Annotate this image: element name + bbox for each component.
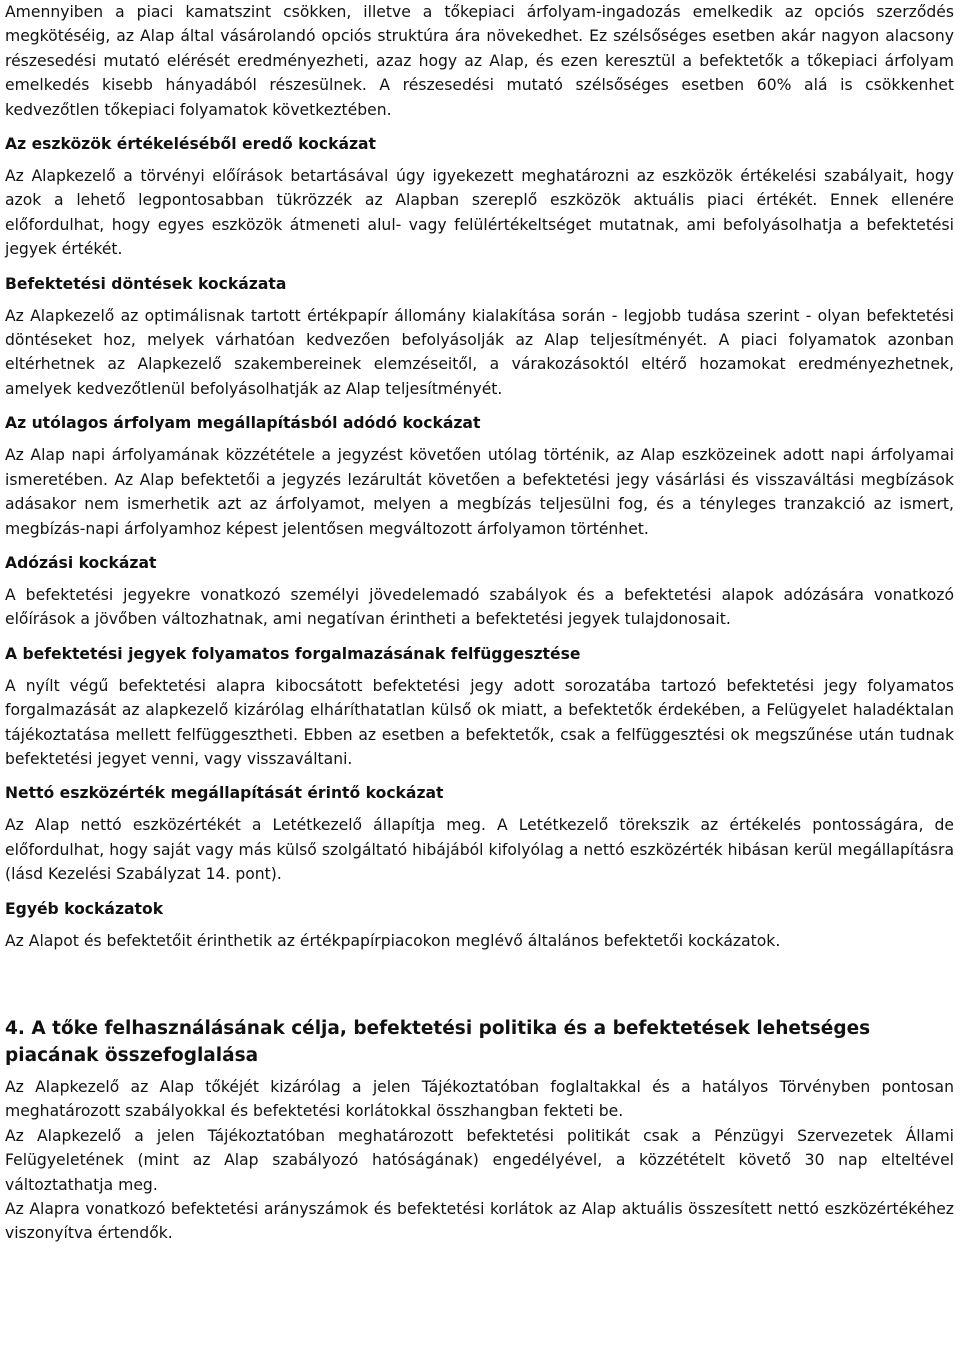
section-heading-other-risks: Egyéb kockázatok bbox=[5, 899, 164, 918]
section-paragraph-investment-decision-risk: Az Alapkezelő az optimálisnak tartott értékpapír állomány kialakítása során - legjobb tudása szerint - olyan befektetési döntéseket hoz, melyek várhatóan kedvezően befolyásolják az Alap teljesítményét. A piaci folyamatok azonban eltérhetnek az Alapkezelő szakembereinek elemzéseitől, a várakozásoktól eltérő hozamokat eredményezhetnek, amelyek kedvezőtlenül befolyásolhatják az Alap teljesítményét. bbox=[5, 306, 954, 398]
section-paragraph-nav-risk: Az Alap nettó eszközértékét a Letétkezelő állapítja meg. A Letétkezelő törekszik az értékelés pontosságára, de előfordulhat, hogy saját vagy más külső szolgáltató hibájából kifolyólag a nettó eszközérték hibásan kerül megállapításra (lásd Kezelési Szabályzat 14. pont). bbox=[5, 816, 954, 884]
section-paragraph-price-determination-risk: Az Alap napi árfolyamának közzététele a jegyzést követően utólag történik, az Alap eszközeinek adott napi árfolyamai ismeretében. Az Alap befektetői a jegyzés lezárultát követően a befektetési jegy vásárlási és visszaváltási megbízások adásakor nem ismerhetik azt az árfolyamot, melyen a megbízás teljesülni fog, és a tényleges tranzakció az ismert, megbízás-napi árfolyamhoz képest jelentősen megváltozott árfolyamon történhet. bbox=[5, 446, 954, 538]
chapter-paragraph-2: Az Alapkezelő a jelen Tájékoztatóban meghatározott befektetési politikát csak a Pénzügyi Szervezetek Állami Felügyeletének (mint az Alap szabályozó hatóságának) engedélyével, a közzétételt követő 30 nap elteltével változtathatja meg. bbox=[5, 1126, 954, 1194]
intro-paragraph: Amennyiben a piaci kamatszint csökken, illetve a tőkepiaci árfolyam-ingadozás emelkedik az opciós szerződés megkötéséig, az Alap által vásárolandó opciós struktúra ára növekedhet. Ez szélsőséges esetben akár nagyon alacsony részesedési mutató elérését eredményezheti, azaz hogy az Alap, és ezen keresztül a befektetők a tőkepiaci árfolyam emelkedés kisebb hányadából részesülnek. A részesedési mutató szélsőséges esetben 60% alá is csökkenhet kedvezőtlen tőkepiaci folyamatok következtében. bbox=[5, 3, 954, 119]
chapter-paragraph-1: Az Alapkezelő az Alap tőkéjét kizárólag a jelen Tájékoztatóban foglaltakkal és a hatályos Törvényben pontosan meghatározott szabályokkal és befektetési korlátokkal összhangban fekteti be. bbox=[5, 1077, 954, 1121]
chapter-heading: 4. A tőke felhasználásának célja, befektetési politika és a befektetések lehetséges piacának összefoglalása bbox=[5, 1017, 871, 1066]
section-paragraph-tax-risk: A befektetési jegyekre vonatkozó személyi jövedelemadó szabályok és a befektetési alapok adózására vonatkozó előírások a jövőben változhatnak, ami negatívan érintheti a befektetési jegyek tulajdonosait. bbox=[5, 585, 954, 629]
section-heading-investment-decision-risk: Befektetési döntések kockázata bbox=[5, 274, 287, 293]
section-paragraph-other-risks: Az Alapot és befektetőit érinthetik az értékpapírpiacokon meglévő általános befektetői kockázatok. bbox=[5, 931, 781, 950]
section-paragraph-distribution-suspension: A nyílt végű befektetési alapra kibocsátott befektetési jegy adott sorozatába tartozó befektetési jegy folyamatos forgalmazását az alapkezelő kizárólag elháríthatatlan külső ok miatt, a befektetők érdekében, a Felügyelet haladéktalan tájékoztatása mellett felfüggesztheti. Ebben az esetben a befektetők, csak a felfüggesztési ok megszűnése után tudnak befektetési jegyet venni, vagy visszaváltani. bbox=[5, 676, 954, 768]
chapter-paragraph-3: Az Alapra vonatkozó befektetési arányszámok és befektetési korlátok az Alap aktuális összesített nettó eszközértékéhez viszonyítva értendők. bbox=[5, 1200, 954, 1243]
section-heading-tax-risk: Adózási kockázat bbox=[5, 553, 157, 572]
section-heading-valuation-risk: Az eszközök értékeléséből eredő kockázat bbox=[5, 135, 377, 154]
section-heading-distribution-suspension: A befektetési jegyek folyamatos forgalmazásának felfüggesztése bbox=[5, 644, 581, 663]
section-heading-nav-risk: Nettó eszközérték megállapítását érintő kockázat bbox=[5, 784, 444, 803]
section-heading-price-determination-risk: Az utólagos árfolyam megállapításból adódó kockázat bbox=[5, 414, 481, 433]
section-paragraph-valuation-risk: Az Alapkezelő a törvényi előírások betartásával úgy igyekezett meghatározni az eszközök értékelési szabályait, hogy azok a lehető legpontosabban tükrözzék az Alapban szereplő eszközök aktuális piaci értékét. Ennek ellenére előfordulhat, hogy egyes eszközök átmeneti alul- vagy felülértékeltséget mutatnak, ami befolyásolhatja a befektetési jegyek értékét. bbox=[5, 167, 954, 259]
